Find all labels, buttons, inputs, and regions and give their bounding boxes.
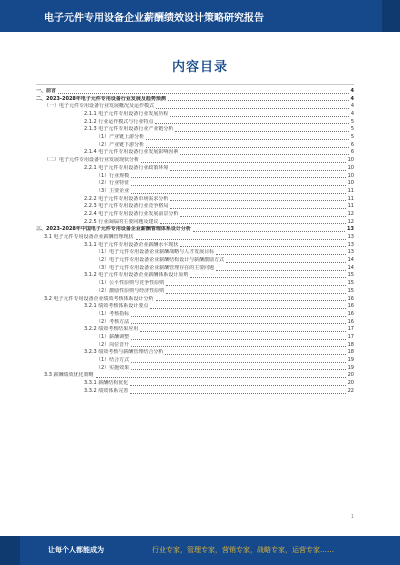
toc-leader-dots — [216, 254, 345, 255]
toc-entry-label: （2）激励性原则与经济性原则 — [96, 287, 165, 294]
toc-entry-page: 10 — [347, 164, 354, 171]
toc-entry-page: 10 — [347, 172, 354, 179]
toc-leader-dots — [156, 108, 349, 109]
toc-entry[interactable] — [36, 134, 354, 142]
toc-leader-dots — [140, 331, 345, 332]
toc-entry[interactable] — [36, 380, 354, 388]
toc-entry[interactable] — [36, 372, 354, 380]
toc-entry-page: 13 — [347, 234, 354, 241]
toc-entry[interactable] — [36, 219, 354, 227]
toc-entry-page: 11 — [347, 187, 354, 194]
toc-leader-dots — [156, 300, 346, 301]
toc-leader-dots — [170, 170, 345, 171]
toc-entry-page: 12 — [347, 210, 354, 217]
toc-entry-page: 15 — [347, 272, 354, 279]
footer-bar — [0, 536, 400, 565]
toc-entry-page: 4 — [350, 95, 354, 102]
toc-leader-dots — [131, 346, 345, 347]
toc-entry-page: 16 — [347, 310, 354, 317]
toc-entry[interactable] — [36, 203, 354, 211]
toc-entry[interactable] — [36, 188, 354, 196]
toc-entry[interactable] — [36, 196, 354, 204]
toc-entry[interactable] — [36, 326, 354, 334]
toc-entry-label: 2.1.1 电子元件专用设备行业发展历程 — [84, 111, 169, 118]
toc-entry-label: （1）产业链上游分析 — [96, 134, 145, 141]
toc-entry-label: （2）实施效果 — [96, 364, 130, 371]
toc-leader-dots — [146, 147, 349, 148]
toc-entry-page: 16 — [347, 295, 354, 302]
toc-entry-page: 19 — [347, 357, 354, 364]
toc-entry-label: 3.1 电子元件专用设备企业薪酬管理现状 — [44, 234, 134, 241]
toc-entry-page: 18 — [347, 349, 354, 356]
toc-entry-label: （1）薪酬调整 — [96, 333, 130, 340]
toc-entry-page: 13 — [347, 249, 354, 256]
toc-leader-dots — [193, 231, 345, 232]
toc-entry[interactable] — [36, 157, 354, 165]
toc-leader-dots — [130, 385, 345, 386]
toc-entry[interactable] — [36, 111, 354, 119]
toc-entry[interactable] — [36, 150, 354, 158]
toc-entry-page: 14 — [347, 264, 354, 271]
toc-entry[interactable] — [36, 165, 354, 173]
toc-entry-page: 4 — [350, 103, 354, 110]
toc-entry-label: （1）考核指标 — [96, 310, 130, 317]
toc-entry[interactable] — [36, 357, 354, 365]
toc-entry[interactable] — [36, 88, 354, 96]
toc-entry-label: （2）考核方法 — [96, 318, 130, 325]
toc-entry-page: 15 — [347, 280, 354, 287]
toc-entry-label: （1）公平性原则与竞争性原则 — [96, 280, 165, 287]
toc-entry-label: 二、2023-2028年电子元件专用设备行业发展及趋势预测 — [36, 95, 166, 102]
toc-entry-page: 4 — [350, 87, 354, 94]
toc-entry-label: 2.2.1 电子元件专用设备行业政策环境 — [84, 164, 169, 171]
toc-entry-page: 10 — [347, 157, 354, 164]
toc-leader-dots — [190, 277, 345, 278]
toc-entry-page: 16 — [347, 318, 354, 325]
toc-entry[interactable] — [36, 388, 354, 396]
toc-entry-page: 17 — [347, 326, 354, 333]
toc-leader-dots — [166, 293, 345, 294]
report-title: 电子元件专用设备企业薪酬绩效设计策略研究报告 — [44, 13, 264, 24]
toc-entry-page: 5 — [350, 118, 354, 125]
toc-leader-dots — [131, 339, 345, 340]
toc-leader-dots — [131, 185, 345, 186]
toc-entry[interactable] — [36, 242, 354, 250]
toc-entry[interactable] — [36, 319, 354, 327]
toc-entry-page: 11 — [347, 195, 354, 202]
toc-entry-page: 6 — [350, 149, 354, 156]
toc-entry-label: 3.2 电子元件专用设备企业绩效考核体系设计分析 — [44, 295, 154, 302]
toc-heading: 内容目录 — [171, 60, 228, 75]
toc-entry-page: 13 — [347, 226, 354, 233]
page-number: 1 — [350, 514, 354, 520]
toc-leader-dots — [160, 223, 345, 224]
toc-leader-dots — [170, 116, 348, 117]
toc-entry-label: 3.3.1 薪酬结构优化 — [84, 380, 129, 387]
toc-entry-label: （二）电子元件专用设备行业发展现状分析 — [44, 157, 140, 164]
toc-leader-dots — [150, 308, 345, 309]
toc-entry-label: 3.2.3 绩效考核与薪酬管理结合分析 — [84, 349, 164, 356]
toc-entry-label: （2）产业链下游分析 — [96, 141, 145, 148]
toc-entry[interactable] — [36, 288, 354, 296]
toc-leader-dots — [180, 216, 345, 217]
toc-entry-label: 2.2.3 电子元件专用设备行业竞争格局 — [84, 203, 169, 210]
toc-entry-label: 3.3.2 绩效体系完善 — [84, 387, 129, 394]
toc-entry-page: 16 — [347, 303, 354, 310]
header-corner-decoration — [382, 0, 400, 32]
toc-leader-dots — [180, 154, 348, 155]
toc-leader-dots — [166, 285, 345, 286]
toc-leader-dots — [131, 316, 345, 317]
toc-entry-label: 2.2.5 行业面临的主要问题及建议 — [84, 218, 159, 225]
toc-entry-page: 6 — [350, 141, 354, 148]
toc-entry-label: （3）电子元件专用设备企业薪酬管理存在的主要问题 — [96, 264, 215, 271]
toc-leader-dots — [180, 246, 345, 247]
toc-top-rule — [36, 84, 354, 85]
toc-entry[interactable] — [36, 365, 354, 373]
toc-entry[interactable] — [36, 180, 354, 188]
toc-entry[interactable] — [36, 142, 354, 150]
toc-entry-label: 2.2.4 电子元件专用设备行业发展前景分析 — [84, 210, 179, 217]
toc-entry-page: 5 — [350, 134, 354, 141]
toc-entry[interactable] — [36, 342, 354, 350]
toc-leader-dots — [136, 239, 346, 240]
toc-leader-dots — [216, 270, 345, 271]
toc-entry[interactable] — [36, 249, 354, 257]
toc-leader-dots — [141, 162, 346, 163]
toc-leader-dots — [165, 354, 345, 355]
toc-entry-label: （1）行业规模 — [96, 172, 130, 179]
toc-leader-dots — [131, 369, 345, 370]
toc-entry[interactable] — [36, 103, 354, 111]
toc-entry-label: （2）行业特征 — [96, 180, 130, 187]
toc-leader-dots — [168, 100, 349, 101]
toc-entry-page: 20 — [347, 380, 354, 387]
toc-leader-dots — [175, 131, 348, 132]
toc-entry[interactable] — [36, 273, 354, 281]
toc-leader-dots — [131, 193, 345, 194]
toc-entry-label: （1）电子元件专用设备企业薪酬战略与人才发展目标 — [96, 249, 215, 256]
toc-entry-page: 19 — [347, 364, 354, 371]
toc-entry-page: 5 — [350, 126, 354, 133]
toc-entry[interactable] — [36, 126, 354, 134]
toc-entry-label: （2）岗位晋升 — [96, 341, 130, 348]
toc-entry[interactable] — [36, 349, 354, 357]
toc-entry-label: 2.2.2 电子元件专用设备市场需求分析 — [84, 195, 169, 202]
footer-slogan: 让每个人都能成为 — [48, 546, 104, 554]
toc-leader-dots — [58, 93, 349, 94]
toc-entry-label: 2.1.3 电子元件专用设备行业产业链分析 — [84, 126, 174, 133]
toc-leader-dots — [131, 177, 345, 178]
toc-entry-page: 12 — [347, 218, 354, 225]
toc-entry-label: 三、2023-2028年中国电子元件专用设备企业薪酬管理体系设计分析 — [36, 226, 191, 233]
toc-entry-page: 11 — [347, 203, 354, 210]
toc-entry[interactable] — [36, 334, 354, 342]
toc-leader-dots — [155, 123, 348, 124]
toc-entry-label: （3）主要企业 — [96, 187, 130, 194]
toc-leader-dots — [130, 393, 345, 394]
toc-entry-page: 14 — [347, 257, 354, 264]
toc-entry-page: 20 — [347, 372, 354, 379]
toc-entry-page: 15 — [347, 287, 354, 294]
toc-entry[interactable] — [36, 311, 354, 319]
toc-entry[interactable] — [36, 226, 354, 234]
toc-entry[interactable] — [36, 96, 354, 104]
toc-entry-label: 3.1.1 电子元件专用设备企业薪酬水平现状 — [84, 241, 179, 248]
toc-entry[interactable] — [36, 257, 354, 265]
header-bar — [0, 0, 400, 32]
table-of-contents — [36, 88, 354, 396]
toc-entry[interactable] — [36, 211, 354, 219]
toc-entry-page: 4 — [350, 111, 354, 118]
toc-leader-dots — [96, 377, 346, 378]
toc-leader-dots — [170, 208, 345, 209]
toc-entry[interactable] — [36, 303, 354, 311]
toc-entry[interactable] — [36, 296, 354, 304]
toc-entry-label: （1）结合方式 — [96, 357, 130, 364]
footer-roles: 行业专家，管理专家，营销专家，战略专家，运营专家…… — [152, 546, 334, 554]
toc-entry[interactable] — [36, 234, 354, 242]
toc-leader-dots — [170, 200, 345, 201]
footer-corner-decoration — [0, 536, 20, 565]
toc-entry-page: 18 — [347, 341, 354, 348]
toc-entry-label: （一）电子元件专用设备行业发展概况及运作模式 — [44, 103, 155, 110]
toc-entry-label: 3.2.1 绩效考核体系设计要点 — [84, 303, 149, 310]
toc-entry-label: 3.2.2 绩效考核结果应用 — [84, 326, 139, 333]
toc-entry[interactable] — [36, 265, 354, 273]
toc-leader-dots — [131, 323, 345, 324]
toc-leader-dots — [131, 362, 345, 363]
toc-entry[interactable] — [36, 280, 354, 288]
toc-entry-page: 13 — [347, 241, 354, 248]
toc-entry-page: 22 — [347, 387, 354, 394]
toc-entry-label: 3.3 薪酬绩效优化策略 — [44, 372, 94, 379]
toc-entry-page: 17 — [347, 333, 354, 340]
toc-leader-dots — [146, 139, 349, 140]
toc-entry-label: （2）电子元件专用设备企业薪酬结构设计与薪酬激励方式 — [96, 257, 225, 264]
toc-entry-label: 3.1.2 电子元件专用设备企业薪酬体系设计原则 — [84, 272, 189, 279]
toc-entry[interactable] — [36, 119, 354, 127]
toc-entry[interactable] — [36, 173, 354, 181]
toc-leader-dots — [226, 262, 345, 263]
toc-entry-label: 一、前言 — [36, 87, 57, 94]
toc-entry-page: 10 — [347, 180, 354, 187]
toc-entry-label: 2.1.2 行业运作模式与行业特点 — [84, 118, 154, 125]
toc-entry-label: 2.1.4 电子元件专用设备行业发展影响因素 — [84, 149, 179, 156]
